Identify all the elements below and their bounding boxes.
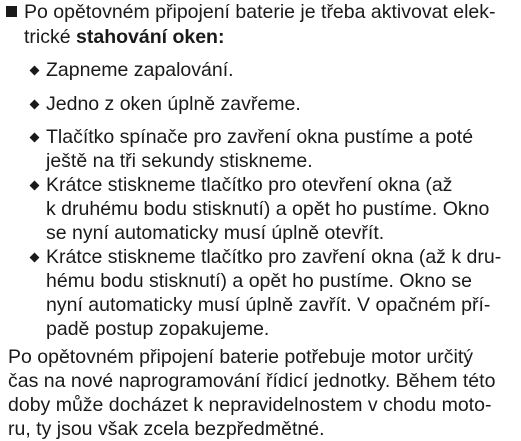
diamond-bullet-icon [30, 181, 40, 191]
step-5-line-2: hému bodu stisknutí) a opět ho pustíme. Okno se [46, 270, 472, 292]
intro-line-2-text: trické [24, 26, 77, 48]
step-5-line-1: Krátce stiskneme tlačítko pro zavření okna (až k dru- [46, 246, 502, 268]
intro-bold-term: stahování oken: [76, 26, 225, 48]
step-4-line-1: Krátce stiskneme tlačítko pro otevření okna (až [46, 174, 453, 196]
note-line-2: čas na nové naprogramování řídicí jednotky. Během této [8, 370, 496, 392]
diamond-bullet-icon [30, 66, 40, 76]
intro-line-2 [24, 25, 224, 49]
step-2-line-1: Jedno z oken úplně zavřeme. [46, 93, 301, 115]
step-5-line-3: nyní automaticky musí úplně zavřít. V opačném pří- [46, 294, 491, 316]
square-bullet-icon [6, 6, 17, 17]
note-line-3: doby může docházet k nepravidelnostem v chodu moto- [8, 394, 492, 416]
step-3-line-1: Tlačítko spínače pro zavření okna pustíme a poté [46, 126, 474, 148]
step-3-line-2: ještě na tři sekundy stiskneme. [46, 150, 313, 172]
diamond-bullet-icon [30, 133, 40, 143]
step-5-line-4: padě postup zopakujeme. [46, 318, 270, 340]
step-4-line-3: se nyní automaticky musí úplně otevřít. [46, 222, 385, 244]
note-line-4: ru, ty jsou však zcela bezpředmětné. [8, 418, 325, 440]
note-line-1: Po opětovném připojení baterie potřebuje motor určitý [8, 346, 474, 368]
step-1-line-1: Zapneme zapalování. [46, 59, 234, 81]
intro-line-1: Po opětovném připojení baterie je třeba aktivovat elek- [24, 1, 496, 23]
diamond-bullet-icon [30, 253, 40, 263]
diamond-bullet-icon [30, 100, 40, 110]
step-4-line-2: k druhému bodu stisknutí) a opět ho pustíme. Okno [46, 198, 490, 220]
